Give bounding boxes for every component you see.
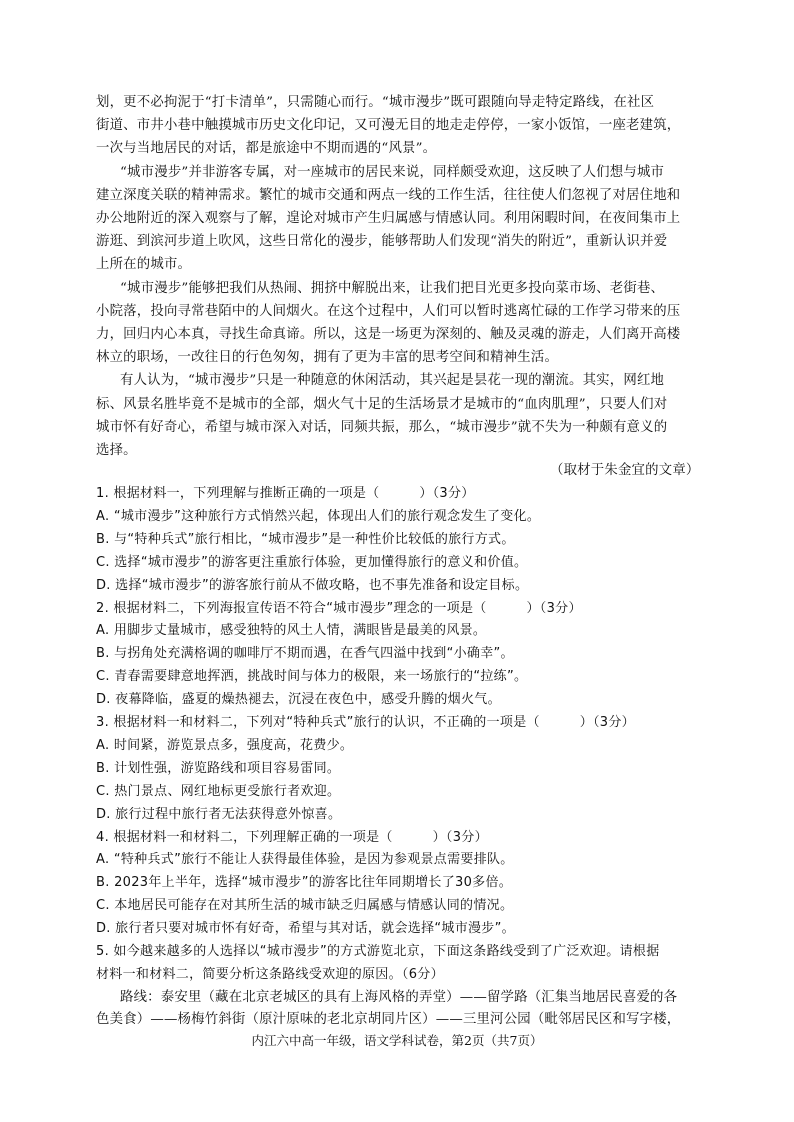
answer-option: A. 用脚步丈量城市，感受独特的风土人情，满眼皆是最美的风景。 [96, 623, 487, 639]
answer-option: B. 2023年上半年，选择“城市漫步”的游客比往年同期增长了30多倍。 [96, 875, 513, 891]
passage-line: “城市漫步”并非游客专属，对一座城市的居民来说，同样颇受欢迎，这反映了人们想与城市 [120, 164, 665, 180]
answer-option: A. “城市漫步”这种旅行方式悄然兴起，体现出人们的旅行观念发生了变化。 [96, 508, 541, 524]
passage-line: 街道、市井小巷中触摸城市历史文化印记，又可漫无目的地走走停停，一家小饭馆，一座老建筑， [96, 118, 681, 134]
source-attribution: （取材于朱金宜的文章） [550, 463, 700, 478]
answer-option: C. 选择“城市漫步”的游客更注重旅行体验，更加懂得旅行的意义和价值。 [96, 554, 528, 570]
answer-option: A. “特种兵式”旅行不能让人获得最佳体验，是因为参观景点需要排队。 [96, 852, 514, 868]
passage-line: 划，更不必拘泥于“打卡清单”，只需随心而行。“城市漫步”既可跟随向导走特定路线，在社区 [96, 95, 655, 110]
answer-option: C. 本地居民可能存在对其所生活的城市缺乏归属感与情感认同的情况。 [96, 898, 514, 914]
passage-line: 小院落，投向寻常巷陌中的人间烟火。在这个过程中，人们可以暂时逃离忙碌的工作学习带来的压 [96, 303, 681, 319]
answer-option: B. 与“特种兵式”旅行相比，“城市漫步”是一种性价比较低的旅行方式。 [96, 531, 515, 547]
answer-option: B. 计划性强，游览路线和项目容易雷同。 [96, 760, 341, 776]
question-stem: 1. 根据材料一，下列理解与推断正确的一项是（ ）（3分） [96, 486, 475, 501]
passage-line: 上所在的城市。 [96, 257, 192, 273]
passage-line: 力，回归内心本真，寻找生命真谛。所以，这是一场更为深刻的、触及灵魂的游走，人们离开高楼 [96, 327, 681, 342]
page-footer: 内江六中高一年级，语文学科试卷，第2页（共7页） [251, 1033, 543, 1048]
passage-line: 城市怀有好奇心，希望与城市深入对话，同频共振，那么，“城市漫步”就不失为一种颇有意义的 [96, 419, 668, 435]
passage-line: 林立的职场，一改往日的行色匆匆，拥有了更为丰富的思考空间和精神生活。 [96, 350, 559, 366]
answer-option: A. 时间紧，游览景点多，强度高，花费少。 [96, 737, 354, 753]
answer-option: C. 青春需要肆意地挥洒，挑战时间与体力的极限，来一场旅行的“拉练”。 [96, 669, 528, 685]
answer-option: D. 选择“城市漫步”的游客旅行前从不做攻略，也不事先准备和设定目标。 [96, 577, 529, 593]
answer-option: C. 热门景点、网红地标更受旅行者欢迎。 [96, 783, 341, 799]
route-line: 路线：泰安里（藏在北京老城区的具有上海风格的弄堂）——留学路（汇集当地居民喜爱的各 [120, 990, 678, 1005]
answer-option: D. 旅行过程中旅行者无法获得意外惊喜。 [96, 806, 342, 822]
passage-line: 游逛、到滨河步道上吹风，这些日常化的漫步，能够帮助人们发现“消失的附近”，重新认识并爱 [96, 234, 668, 250]
route-line: 色美食）——杨梅竹斜街（原汁原味的老北京胡同片区）——三里河公园（毗邻居民区和写字楼， [96, 1012, 681, 1027]
passage-line: 有人认为，“城市漫步”只是一种随意的休闲活动，其兴起是昙花一现的潮流。其实，网红地 [120, 373, 665, 389]
question-stem: 2. 根据材料二，下列海报宣传语不符合“城市漫步”理念的一项是（ ）（3分） [96, 600, 582, 616]
passage-line: 建立深度关联的精神需求。繁忙的城市交通和两点一线的工作生活，往往使人们忽视了对居住地和 [96, 187, 681, 203]
passage-line: 办公地附近的深入观察与了解，遑论对城市产生归属感与情感认同。利用闲暇时间，在夜间集市上 [96, 211, 681, 226]
answer-option: B. 与拐角处充满格调的咖啡厅不期而遇，在香气四溢中找到“小确幸”。 [96, 646, 514, 662]
question-stem: 5. 如今越来越多的人选择以“城市漫步”的方式游览北京，下面这条路线受到了广泛欢迎。请根据 [96, 944, 660, 959]
passage-line: 标、风景名胜毕竟不是城市的全部，烟火气十足的生活场景才是城市的“血肉肌理”，只要人们对 [96, 396, 668, 412]
answer-option: D. 夜幕降临，盛夏的燥热褪去，沉浸在夜色中，感受升腾的烟火气。 [96, 692, 501, 708]
passage-line: 选择。 [96, 443, 137, 458]
question-stem: 4. 根据材料一和材料二，下列理解正确的一项是（ ）（3分） [96, 829, 488, 845]
answer-option: 材料一和材料二，简要分析这条路线受欢迎的原因。（6分） [96, 966, 444, 982]
question-stem: 3. 根据材料一和材料二，下列对“特种兵式”旅行的认识，不正确的一项是（ ）（3分） [96, 715, 635, 730]
passage-line: 一次与当地居民的对话，都是旅途中不期而遇的“风景”。 [96, 141, 437, 157]
answer-option: D. 旅行者只要对城市怀有好奇，希望与其对话，就会选择“城市漫步”。 [96, 921, 515, 937]
passage-line: “城市漫步”能够把我们从热闹、拥挤中解脱出来，让我们把目光更多投向菜市场、老街巷、 [120, 280, 665, 296]
